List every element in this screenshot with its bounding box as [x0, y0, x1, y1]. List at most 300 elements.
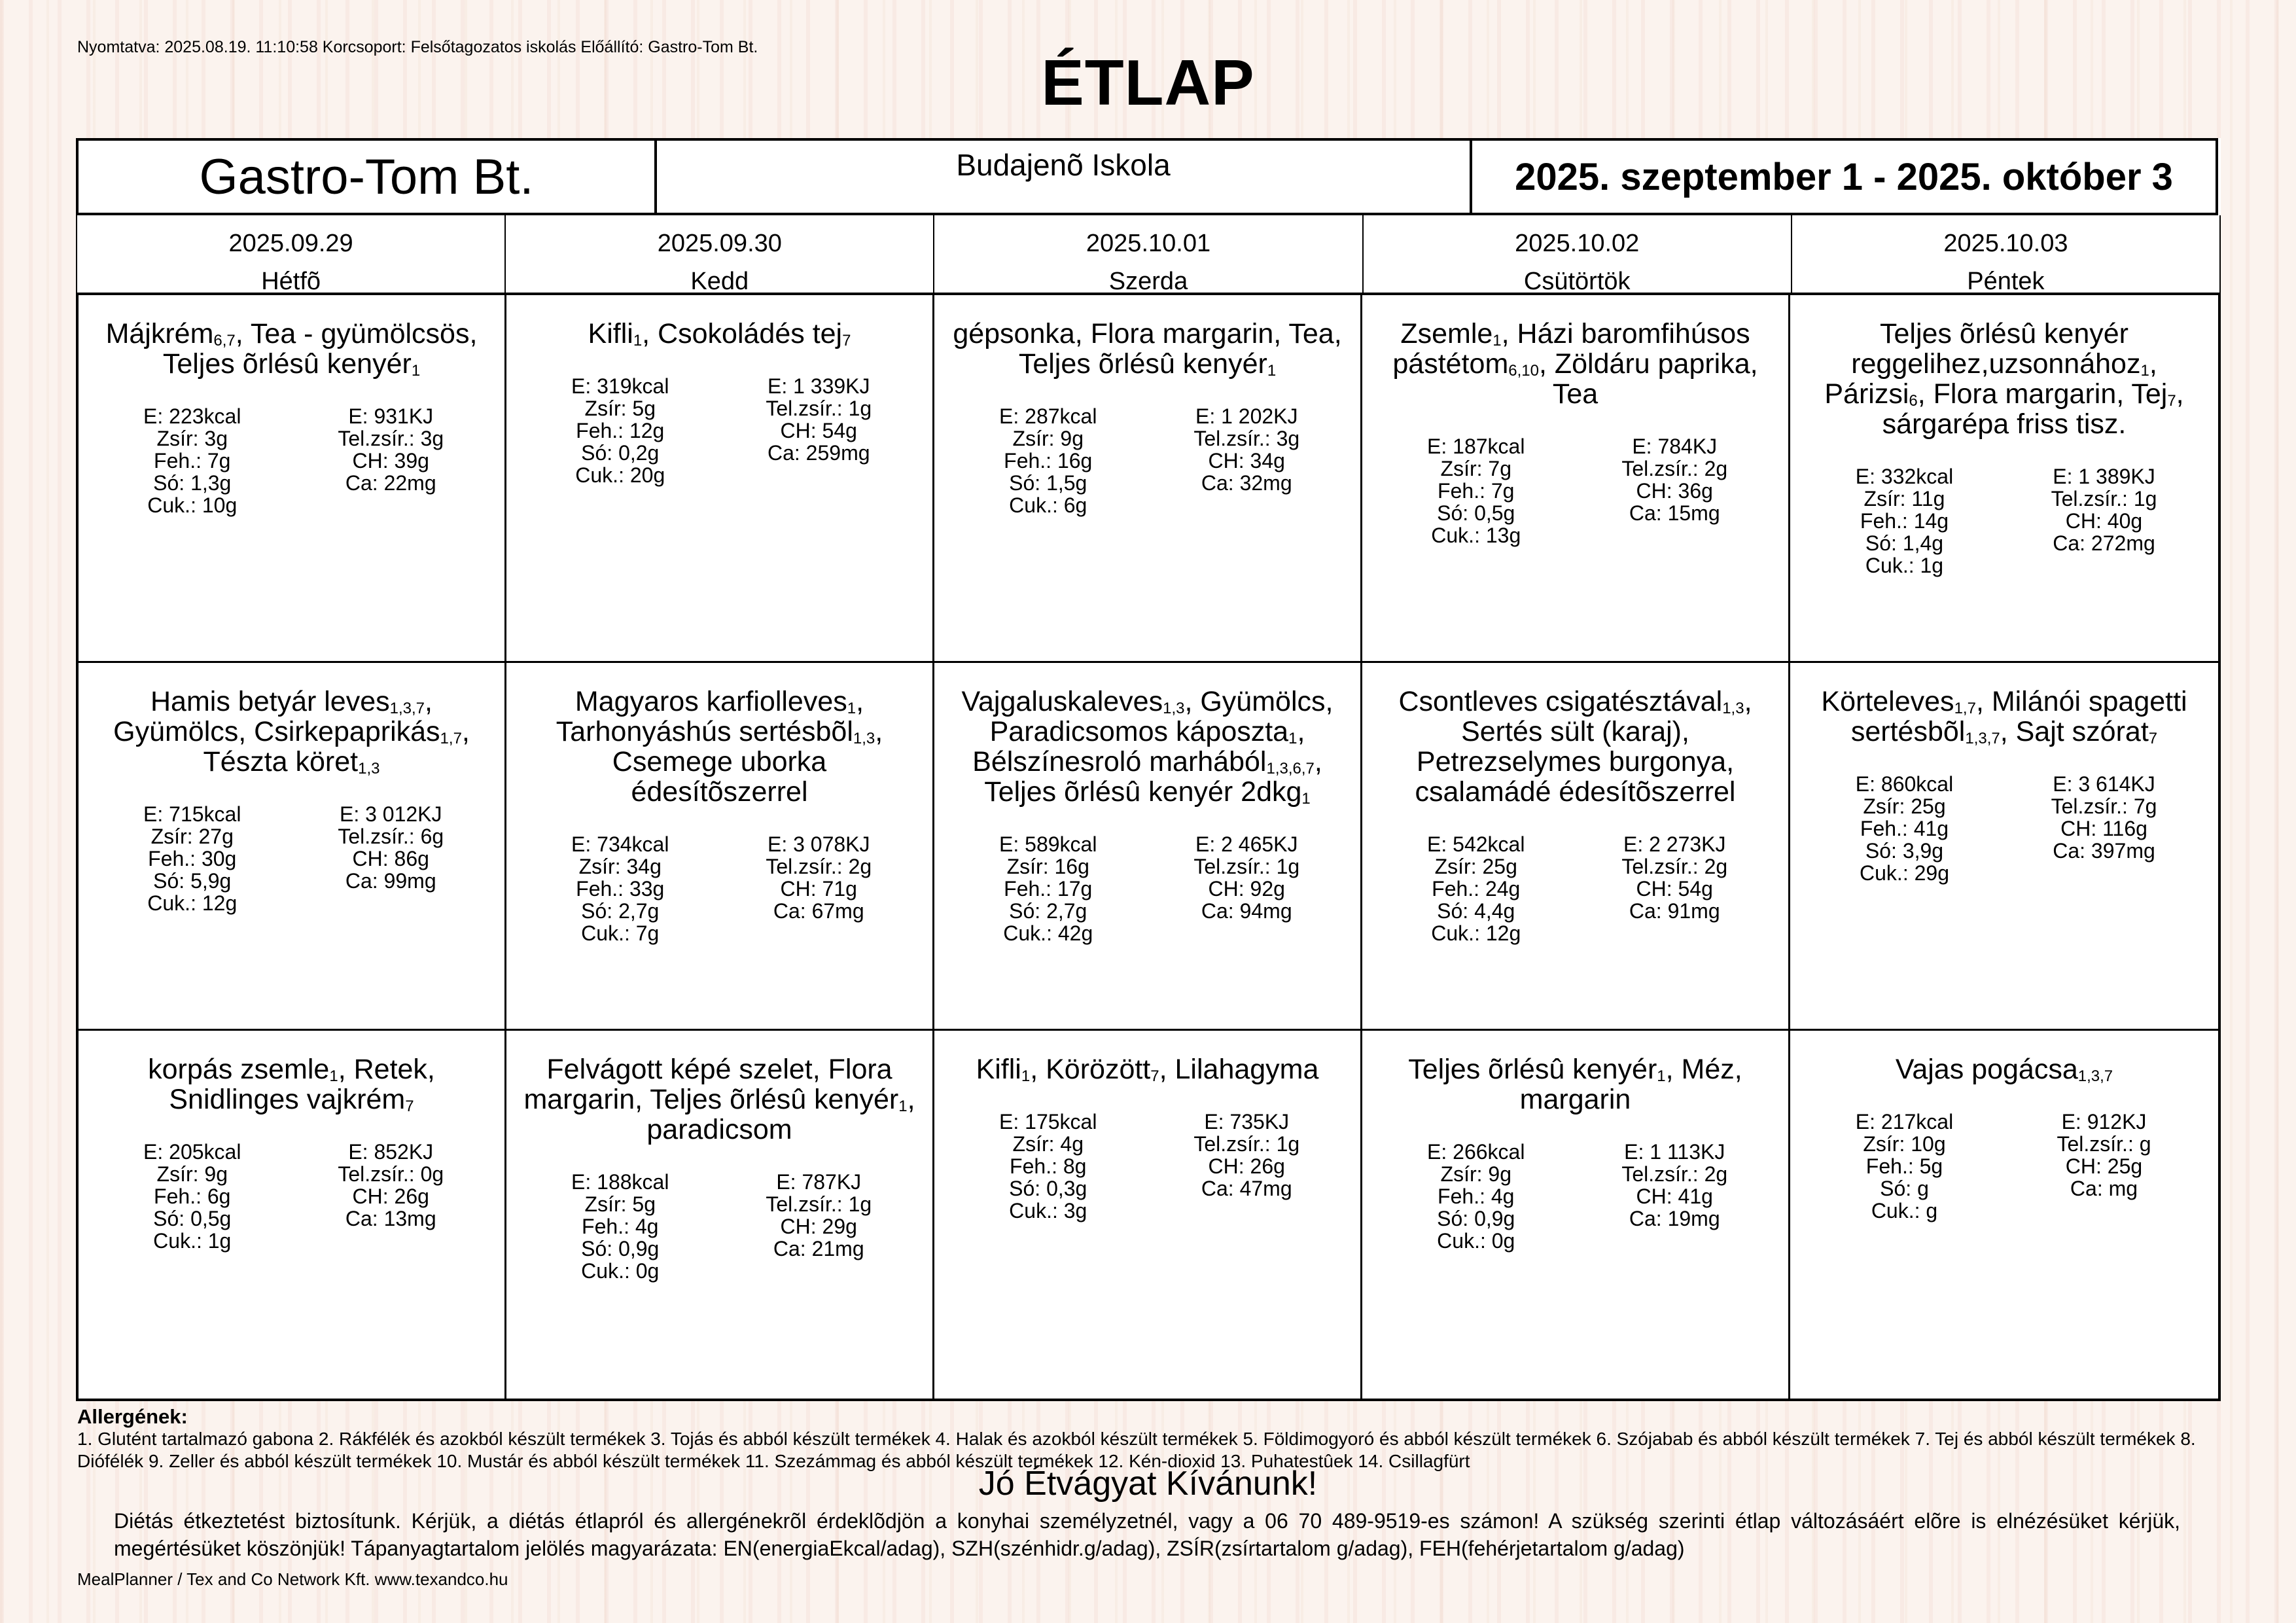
nutrition-column [521, 833, 720, 944]
day-name: Csütörtök [1523, 268, 1631, 295]
dish-text [949, 319, 1346, 379]
nutrition-value: Feh.: 12g [576, 419, 665, 442]
nutrition-value: E: 175kcal [999, 1110, 1097, 1133]
nutrition-value: Só: 2,7g [581, 899, 660, 923]
meal-cell [79, 663, 506, 1031]
dish-name: Körteleves [1821, 686, 1954, 717]
meal-cell [1362, 663, 1790, 1031]
nutrition-info [521, 375, 918, 486]
meal-cell [506, 663, 934, 1031]
nutrition-value: E: 1 389KJ [2053, 465, 2155, 488]
nutrition-value: E: 3 614KJ [2053, 772, 2155, 796]
dish-name: , Zöldáru paprika, Tea [1538, 348, 1758, 410]
nutrition-column [1576, 833, 1775, 944]
nutrition-value: Ca: 21mg [773, 1237, 864, 1260]
nutrition-value: Feh.: 6g [154, 1185, 231, 1208]
nutrition-value: Feh.: 14g [1860, 509, 1949, 533]
nutrition-column [2004, 1111, 2204, 1222]
nutrition-value: Feh.: 17g [1004, 877, 1093, 901]
nutrition-value: Ca: 67mg [773, 899, 864, 923]
dish-name: , Tea - gyümölcsös, Teljes õrlésû kenyér [162, 318, 478, 380]
dish-text [1805, 1054, 2204, 1084]
nutrition-value: Cuk.: 42g [1003, 921, 1093, 945]
nutrition-value: E: 715kcal [143, 802, 241, 826]
nutrition-value: Cuk.: 13g [1431, 524, 1521, 547]
dish-name: , Bélszínesroló marhából [972, 716, 1305, 777]
nutrition-column [292, 405, 491, 516]
nutrition-column [2004, 773, 2204, 884]
nutrition-value: Cuk.: 12g [147, 891, 238, 915]
nutrition-value: E: 3 078KJ [767, 832, 870, 856]
nutrition-value: Cuk.: g [1871, 1199, 1938, 1222]
nutrition-value: Zsír: 3g [156, 427, 228, 450]
nutrition-value: E: 205kcal [143, 1140, 241, 1164]
nutrition-value: E: 217kcal [1855, 1110, 1954, 1133]
diet-note: Diétás étkeztetést biztosítunk. Kérjük, a diétás étlapról és allergénekrõl érdeklõdjön a konyhai személyzetnél, vagy a 06 70 489-9519-es számon! A szükség szerinti étlap változásáért elõre is elnézésüket kérjük, megértésüket köszönjük! Tápanyagtartalom jelölés magyarázata: EN(energiaEkcal/adag), SZH(szénhidr.g/adag), ZSÍR(zsírtartalom g/adag), FEH(fehérjetartalom g/adag) [114, 1509, 2180, 1560]
allergen-codes: 7 [405, 1097, 414, 1115]
nutrition-value: Zsír: 34g [578, 855, 662, 878]
nutrition-value: E: 787KJ [776, 1170, 862, 1194]
meal-cell [934, 1031, 1362, 1399]
page-title: ÉTLAP [1041, 46, 1255, 118]
day-date: 2025.09.29 [228, 230, 353, 257]
day-header [1792, 215, 2219, 293]
nutrition-value: Só: 5,9g [153, 869, 232, 893]
day-name: Szerda [1108, 268, 1188, 295]
allergen-codes: 1,7 [1954, 700, 1976, 717]
dish-name: , Sertés sült (karaj), Petrezselymes burgonya, csalamádé édesítõszerrel [1415, 686, 1752, 808]
nutrition-value: CH: 41g [1636, 1185, 1713, 1208]
nutrition-value: Zsír: 16g [1006, 855, 1089, 878]
nutrition-column [949, 833, 1148, 944]
nutrition-column [1805, 465, 2004, 577]
nutrition-value: Só: 1,3g [153, 471, 232, 495]
meal-cell [934, 663, 1362, 1031]
day-name: Péntek [1967, 268, 2045, 295]
allergen-codes: 1 [1657, 1067, 1666, 1085]
dish-text [521, 1054, 918, 1145]
nutrition-value: E: 931KJ [348, 404, 434, 428]
allergen-codes: 6 [1909, 392, 1918, 410]
footer-credit: MealPlanner / Tex and Co Network Kft. www.texandco.hu [77, 1569, 508, 1589]
day-date: 2025.10.02 [1515, 230, 1640, 257]
day-date: 2025.09.30 [657, 230, 782, 257]
allergen-codes: 1 [1492, 332, 1502, 349]
nutrition-value: Zsír: 11g [1863, 487, 1945, 510]
dish-name: Hamis betyár leves [150, 686, 390, 717]
nutrition-value: E: 734kcal [571, 832, 669, 856]
nutrition-column [1377, 833, 1576, 944]
day-name: Kedd [690, 268, 749, 295]
nutrition-value: Só: 0,3g [1009, 1177, 1087, 1200]
allergen-codes: 1,3 [1722, 700, 1744, 717]
nutrition-column [949, 1111, 1148, 1222]
nutrition-value: E: 2 273KJ [1623, 832, 1726, 856]
allergen-codes: 1 [1288, 730, 1298, 747]
nutrition-value: Tel.zsír.: 2g [1621, 457, 1728, 480]
dish-name: Kifli [976, 1054, 1021, 1085]
nutrition-value: Feh.: 4g [582, 1215, 659, 1238]
meal-cell [506, 1031, 934, 1399]
dish-text [1377, 1054, 1774, 1115]
nutrition-value: Só: 0,9g [1437, 1207, 1515, 1230]
nutrition-value: Só: 4,4g [1437, 899, 1515, 923]
dish-name: , Méz, margarin [1519, 1054, 1742, 1115]
nutrition-value: CH: 116g [2060, 817, 2147, 840]
meal-cell [79, 1031, 506, 1399]
nutrition-value: Feh.: 5g [1865, 1154, 1943, 1178]
allergen-codes: 1 [411, 362, 421, 380]
nutrition-value: CH: 86g [352, 847, 429, 870]
allergen-codes: 1,7 [440, 730, 462, 747]
nutrition-value: Cuk.: 3g [1009, 1199, 1087, 1222]
dish-name: , Milánói spagetti sertésbõl [1850, 686, 2187, 747]
nutrition-value: Feh.: 30g [148, 847, 237, 870]
nutrition-value: Feh.: 7g [1438, 479, 1515, 503]
nutrition-value: E: 188kcal [571, 1170, 669, 1194]
nutrition-column [1148, 833, 1347, 944]
dish-name: , Retek, Snidlinges vajkrém [169, 1054, 435, 1115]
nutrition-info [1805, 1111, 2204, 1222]
nutrition-value: Cuk.: 10g [147, 493, 238, 517]
nutrition-value: Cuk.: 20g [575, 463, 665, 487]
nutrition-info [93, 1141, 490, 1252]
allergen-codes: 1,3 [358, 760, 380, 777]
meal-cell [934, 295, 1362, 663]
nutrition-value: CH: 39g [352, 449, 429, 473]
nutrition-value: Só: 1,4g [1865, 531, 1944, 555]
nutrition-value: Ca: 91mg [1629, 899, 1720, 923]
dish-name: , sárgarépa friss tisz. [1882, 378, 2184, 440]
nutrition-column [292, 1141, 491, 1252]
allergen-codes: 1 [329, 1067, 338, 1085]
nutrition-column [949, 405, 1148, 516]
meal-cell [506, 295, 934, 663]
nutrition-value: Feh.: 16g [1004, 449, 1093, 473]
meal-cell [1790, 663, 2218, 1031]
nutrition-value: E: 1 202KJ [1195, 404, 1298, 428]
nutrition-column [1377, 435, 1576, 546]
dish-name: Kifli [588, 318, 633, 349]
nutrition-value: Tel.zsír.: 1g [1193, 1132, 1300, 1156]
meal-cell [1362, 1031, 1790, 1399]
nutrition-value: Zsír: 5g [584, 397, 656, 420]
nutrition-value: Ca: 19mg [1629, 1207, 1720, 1230]
nutrition-value: Só: 0,5g [1437, 501, 1515, 525]
nutrition-value: Ca: mg [2070, 1177, 2138, 1200]
nutrition-value: CH: 54g [780, 419, 857, 442]
nutrition-value: E: 852KJ [348, 1140, 434, 1164]
dish-text [1805, 319, 2204, 439]
nutrition-value: Ca: 13mg [345, 1207, 436, 1230]
nutrition-value: Ca: 272mg [2053, 531, 2155, 555]
nutrition-value: Só: 0,9g [581, 1237, 660, 1260]
menu-period: 2025. szeptember 1 - 2025. október 3 [1470, 138, 2218, 215]
dish-text [949, 1054, 1346, 1084]
dish-name: , Teljes õrlésû kenyér 2dkg [984, 746, 1322, 808]
nutrition-value: Ca: 397mg [2053, 839, 2155, 863]
nutrition-column [1805, 1111, 2004, 1222]
nutrition-column [521, 1171, 720, 1282]
nutrition-column [1148, 405, 1347, 516]
dish-name: korpás zsemle [148, 1054, 330, 1085]
nutrition-value: Tel.zsír.: 0g [338, 1162, 444, 1186]
meal-cell [1790, 295, 2218, 663]
nutrition-value: Zsír: 27g [150, 825, 234, 848]
nutrition-value: Ca: 15mg [1629, 501, 1720, 525]
dish-name: , Csemege uborka édesítõszerrel [612, 716, 883, 808]
nutrition-info [1805, 773, 2204, 884]
dish-name: , Csokoládés tej [642, 318, 843, 349]
nutrition-value: Tel.zsír.: g [2057, 1132, 2151, 1156]
nutrition-value: Zsír: 9g [156, 1162, 228, 1186]
nutrition-value: E: 1 113KJ [1624, 1140, 1725, 1164]
nutrition-value: Feh.: 41g [1860, 817, 1949, 840]
nutrition-value: Zsír: 5g [584, 1192, 656, 1216]
nutrition-value: Feh.: 7g [154, 449, 231, 473]
nutrition-value: E: 319kcal [571, 374, 669, 398]
nutrition-info [1377, 435, 1774, 546]
nutrition-value: Feh.: 4g [1438, 1185, 1515, 1208]
nutrition-value: E: 3 012KJ [339, 802, 442, 826]
nutrition-value: Só: 0,2g [581, 441, 660, 465]
nutrition-info [1805, 465, 2204, 577]
nutrition-info [949, 1111, 1346, 1222]
provider-name: Gastro-Tom Bt. [76, 138, 657, 215]
nutrition-value: Só: 1,5g [1009, 471, 1087, 495]
nutrition-column [1576, 435, 1775, 546]
day-header [1364, 215, 1792, 293]
allergen-codes: 1 [633, 332, 643, 349]
nutrition-info [521, 1171, 918, 1282]
nutrition-column [1377, 1141, 1576, 1252]
allergen-codes: 1,3,7 [2077, 1067, 2113, 1085]
nutrition-value: CH: 36g [1636, 479, 1713, 503]
allergen-codes: 7 [1150, 1067, 1159, 1085]
wish-text: Jó Étvágyat Kívánunk! [978, 1465, 1318, 1503]
nutrition-info [521, 833, 918, 944]
nutrition-value: E: 187kcal [1427, 435, 1525, 458]
dish-name: , Körözött [1030, 1054, 1151, 1085]
nutrition-column [1148, 1111, 1347, 1222]
dish-name: Vajgaluskaleves [961, 686, 1163, 717]
nutrition-value: E: 266kcal [1427, 1140, 1525, 1164]
allergen-codes: 1 [847, 700, 857, 717]
allergen-codes: 1 [2140, 362, 2149, 380]
dish-name: , Házi baromfihúsos pástétom [1392, 318, 1750, 380]
allergen-codes: 6,10 [1508, 362, 1539, 380]
dish-name: , Tarhonyáshús sertésbõl [556, 686, 864, 747]
allergen-section [77, 1406, 2220, 1472]
dish-text [93, 1054, 490, 1115]
nutrition-value: Tel.zsír.: 1g [2051, 487, 2157, 510]
dish-name: Májkrém [105, 318, 214, 349]
nutrition-value: Só: 3,9g [1865, 839, 1944, 863]
nutrition-column [292, 803, 491, 914]
allergen-codes: 1,3,7 [1965, 730, 2000, 747]
nutrition-column [521, 375, 720, 486]
nutrition-value: Feh.: 24g [1432, 877, 1521, 901]
allergen-codes: 7 [2148, 730, 2158, 747]
nutrition-value: CH: 26g [352, 1185, 429, 1208]
menu-header-row [76, 138, 2221, 215]
nutrition-value: E: 735KJ [1204, 1110, 1290, 1133]
dish-text [1805, 687, 2204, 747]
menu-frame [76, 138, 2221, 1401]
dish-name: , Flora margarin, Tej [1917, 378, 2168, 410]
nutrition-value: Zsír: 7g [1440, 457, 1511, 480]
nutrition-value: Zsír: 25g [1434, 855, 1517, 878]
nutrition-value: E: 287kcal [999, 404, 1097, 428]
nutrition-value: Zsír: 4g [1012, 1132, 1084, 1156]
meal-cell [79, 295, 506, 663]
nutrition-column [93, 405, 292, 516]
nutrition-info [93, 405, 490, 516]
allergen-codes: 7 [2167, 392, 2176, 410]
nutrition-value: Cuk.: 0g [1437, 1229, 1515, 1253]
nutrition-column [2004, 465, 2204, 577]
nutrition-value: Cuk.: 7g [581, 921, 660, 945]
nutrition-value: Tel.zsír.: 2g [1621, 855, 1728, 878]
allergen-codes: 1 [898, 1097, 908, 1115]
nutrition-value: E: 589kcal [999, 832, 1097, 856]
nutrition-value: Cuk.: 6g [1009, 493, 1087, 517]
day-header-row [76, 215, 2221, 293]
day-header [934, 215, 1363, 293]
school-name: Budajenõ Iskola [654, 138, 1472, 215]
nutrition-value: Ca: 99mg [345, 869, 436, 893]
dish-text [1377, 319, 1774, 409]
dish-name: , paradicsom [646, 1084, 915, 1145]
nutrition-info [93, 803, 490, 914]
nutrition-value: Ca: 47mg [1201, 1177, 1292, 1200]
nutrition-column [1805, 773, 2004, 884]
allergen-codes: 1,3 [1163, 700, 1185, 717]
day-date: 2025.10.01 [1086, 230, 1211, 257]
nutrition-info [1377, 1141, 1774, 1252]
nutrition-value: Só: 0,5g [153, 1207, 232, 1230]
dish-name: , Sajt szórat [2000, 716, 2149, 747]
dish-name: , Tészta köret [203, 716, 470, 777]
nutrition-value: CH: 25g [2065, 1154, 2143, 1178]
nutrition-value: CH: 54g [1636, 877, 1713, 901]
nutrition-info [1377, 833, 1774, 944]
dish-text [521, 687, 918, 807]
dish-name: Teljes õrlésû kenyér [1408, 1054, 1657, 1085]
dish-name: Vajas pogácsa [1895, 1054, 2078, 1085]
nutrition-value: Ca: 32mg [1201, 471, 1292, 495]
dish-text [93, 687, 490, 777]
allergen-codes: 1,3,6,7 [1266, 760, 1315, 777]
nutrition-value: Ca: 22mg [345, 471, 436, 495]
allergen-codes: 1 [1301, 790, 1311, 808]
nutrition-value: E: 542kcal [1427, 832, 1525, 856]
nutrition-info [949, 405, 1346, 516]
nutrition-value: CH: 40g [2065, 509, 2143, 533]
dish-name: , Gyümölcs, Paradicsomos káposzta [989, 686, 1333, 747]
nutrition-value: E: 2 465KJ [1195, 832, 1298, 856]
nutrition-value: Zsír: 9g [1012, 427, 1084, 450]
dish-name: gépsonka, Flora margarin, Tea, Teljes õrlésû kenyér [953, 318, 1342, 380]
nutrition-value: Só: g [1880, 1177, 1929, 1200]
nutrition-value: CH: 34g [1208, 449, 1285, 473]
dish-name: Teljes õrlésû kenyér reggelihez,uzsonnához [1851, 318, 2141, 380]
meal-cell [1790, 1031, 2218, 1399]
nutrition-value: Tel.zsír.: 7g [2051, 794, 2157, 818]
nutrition-value: Tel.zsír.: 3g [1193, 427, 1300, 450]
nutrition-value: Feh.: 33g [576, 877, 665, 901]
allergen-codes: 7 [842, 332, 851, 349]
day-date: 2025.10.03 [1943, 230, 2068, 257]
dish-text [1377, 687, 1774, 807]
nutrition-value: Só: 2,7g [1009, 899, 1087, 923]
dish-name: , Lilahagyma [1159, 1054, 1319, 1085]
dish-name: Magyaros karfiolleves [574, 686, 847, 717]
nutrition-value: Zsír: 10g [1863, 1132, 1946, 1156]
allergen-codes: 1,3 [853, 730, 875, 747]
nutrition-column [720, 833, 919, 944]
dish-name: Csontleves csigatésztával [1398, 686, 1723, 717]
dish-name: , Gyümölcs, Csirkepaprikás [113, 686, 440, 747]
allergen-codes: 1 [1267, 362, 1277, 380]
nutrition-column [1576, 1141, 1775, 1252]
dish-text [521, 319, 918, 349]
nutrition-value: E: 912KJ [2061, 1110, 2147, 1133]
meal-grid [76, 293, 2221, 1401]
nutrition-column [720, 375, 919, 486]
dish-name: , Párizsi [1824, 348, 2157, 410]
allergen-list: 1. Glutént tartalmazó gabona 2. Rákfélék és azokból készült termékek 3. Tojás és abból készült termékek 4. Halak és azokból készült termékek 5. Földimogyoró és abból készült termékek 6. Szójabab és abból készült termékek 7. Tej és abból készült termékek 8. Diófélék 9. Zeller és abból készült termékek 10. Mustár és abból készült termékek 11. Szezámmag és abból készült termékek 12. Kén-dioxid 13. Puhatestûek 14. Csillagfürt [77, 1429, 2196, 1471]
nutrition-value: Tel.zsír.: 3g [338, 427, 444, 450]
day-name: Hétfõ [261, 268, 321, 295]
nutrition-value: E: 784KJ [1632, 435, 1718, 458]
nutrition-value: CH: 92g [1208, 877, 1285, 901]
nutrition-value: Feh.: 8g [1010, 1154, 1087, 1178]
nutrition-value: Tel.zsír.: 2g [1621, 1162, 1728, 1186]
nutrition-value: Tel.zsír.: 1g [766, 397, 872, 420]
nutrition-value: E: 860kcal [1855, 772, 1954, 796]
nutrition-value: Cuk.: 1g [1865, 554, 1944, 577]
dish-text [949, 687, 1346, 807]
nutrition-value: Tel.zsír.: 6g [338, 825, 444, 848]
nutrition-value: Tel.zsír.: 1g [766, 1192, 872, 1216]
nutrition-value: CH: 29g [780, 1215, 857, 1238]
allergen-codes: 6,7 [213, 332, 236, 349]
nutrition-column [93, 1141, 292, 1252]
nutrition-value: Cuk.: 29g [1860, 861, 1949, 885]
nutrition-value: Cuk.: 12g [1431, 921, 1521, 945]
allergen-codes: 1,3,7 [389, 700, 425, 717]
nutrition-column [93, 803, 292, 914]
nutrition-value: Tel.zsír.: 1g [1193, 855, 1300, 878]
nutrition-value: Cuk.: 0g [581, 1259, 660, 1283]
nutrition-value: CH: 71g [780, 877, 857, 901]
nutrition-value: Ca: 94mg [1201, 899, 1292, 923]
print-info: Nyomtatva: 2025.08.19. 11:10:58 Korcsoport: Felsőtagozatos iskolás Előállító: Gastro-Tom Bt. [77, 38, 758, 56]
day-header [77, 215, 506, 293]
nutrition-value: Zsír: 9g [1440, 1162, 1511, 1186]
dish-name: Zsemle [1400, 318, 1493, 349]
meal-cell [1362, 295, 1790, 663]
day-header [506, 215, 934, 293]
allergen-codes: 1 [1021, 1067, 1031, 1085]
nutrition-value: Zsír: 25g [1863, 794, 1946, 818]
nutrition-value: Ca: 259mg [767, 441, 870, 465]
nutrition-value: CH: 26g [1208, 1154, 1285, 1178]
nutrition-value: E: 223kcal [143, 404, 241, 428]
allergen-title: Allergének: [77, 1405, 188, 1428]
nutrition-value: Cuk.: 1g [153, 1229, 232, 1253]
